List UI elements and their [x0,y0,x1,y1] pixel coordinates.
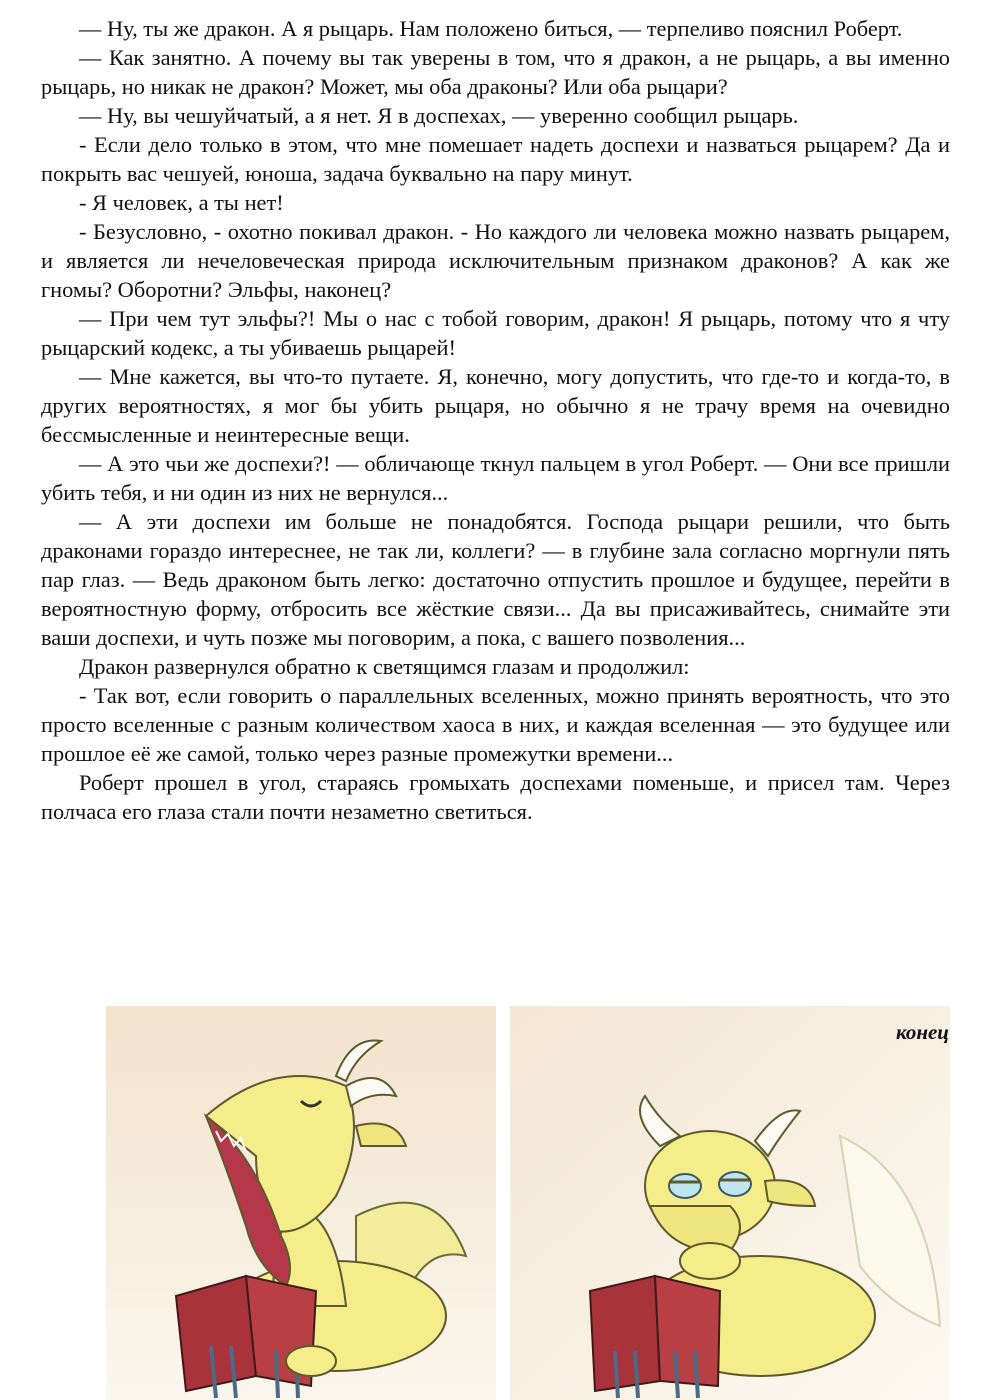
sleepy-dragon-image [510,1006,950,1400]
paragraph: — Ну, ты же дракон. А я рыцарь. Нам положено биться, — терпеливо пояснил Роберт. [79,16,903,41]
yawning-dragon-image [106,1006,496,1400]
paragraph: — Мне кажется, вы что-то путаете. Я, конечно, могу допустить, что где-то и когда-то, в других вероятностях, я мог бы убить рыцаря, но обычно я не трачу время на очевидно бессмысленные и неинтересные вещи. [41,364,950,447]
paragraph: - Если дело только в этом, что мне помешает надеть доспехи и назваться рыцарем? Да и покрыть вас чешуей, юноша, задача буквально на пару минут. [41,132,950,186]
paragraph: — А это чьи же доспехи?! — обличающе ткнул пальцем в угол Роберт. — Они все пришли убить тебя, и ни один из них не вернулся... [41,451,950,505]
paragraph: Дракон развернулся обратно к светящимся глазам и продолжил: [79,654,690,679]
paragraph: — А эти доспехи им больше не понадобятся. Господа рыцари решили, что быть драконами гораздо интереснее, не так ли, коллеги? — в глубине зала согласно моргнули пять пар глаз. — Ведь драконом быть легко: достаточно отпустить прошлое и будущее, перейти в вероятностную форму, отбросить все жёсткие связи... Да вы присаживайтесь, снимайте эти ваши доспехи, и чуть позже мы поговорим, а пока, с вашего позволения... [41,509,950,650]
paragraph: — Как занятно. А почему вы так уверены в том, что я дракон, а не рыцарь, а вы именно рыцарь, но никак не дракон? Может, мы оба драконы? Или оба рыцари? [41,45,950,99]
paragraph: — При чем тут эльфы?! Мы о нас с тобой говорим, дракон! Я рыцарь, потому что я чту рыцарский кодекс, а ты убиваешь рыцарей! [41,306,950,360]
paragraph: - Безусловно, - охотно покивал дракон. - Но каждого ли человека можно назвать рыцарем, и является ли нечеловеческая природа исключительным признаком драконов? А как же гномы? Оборотни? Эльфы, наконец? [41,219,950,302]
left-panel [106,1006,496,1400]
paragraph: - Так вот, если говорить о параллельных вселенных, можно принять вероятность, что это просто вселенные с разным количеством хаоса в них, и каждая вселенная — это будущее или прошлое её же самой, только через разные промежутки времени... [41,683,950,766]
paragraph: Роберт прошел в угол, стараясь громыхать доспехами поменьше, и присел там. Через полчаса его глаза стали почти незаметно светиться. [41,770,950,824]
ending-label: конец [895,1020,949,1044]
paragraph: — Ну, вы чешуйчатый, а я нет. Я в доспехах, — уверенно сообщил рыцарь. [79,103,799,128]
right-panel [510,1006,950,1400]
dragon-illustration [106,1006,950,1400]
story-text [41,14,950,826]
paragraph: - Я человек, а ты нет! [79,190,284,215]
